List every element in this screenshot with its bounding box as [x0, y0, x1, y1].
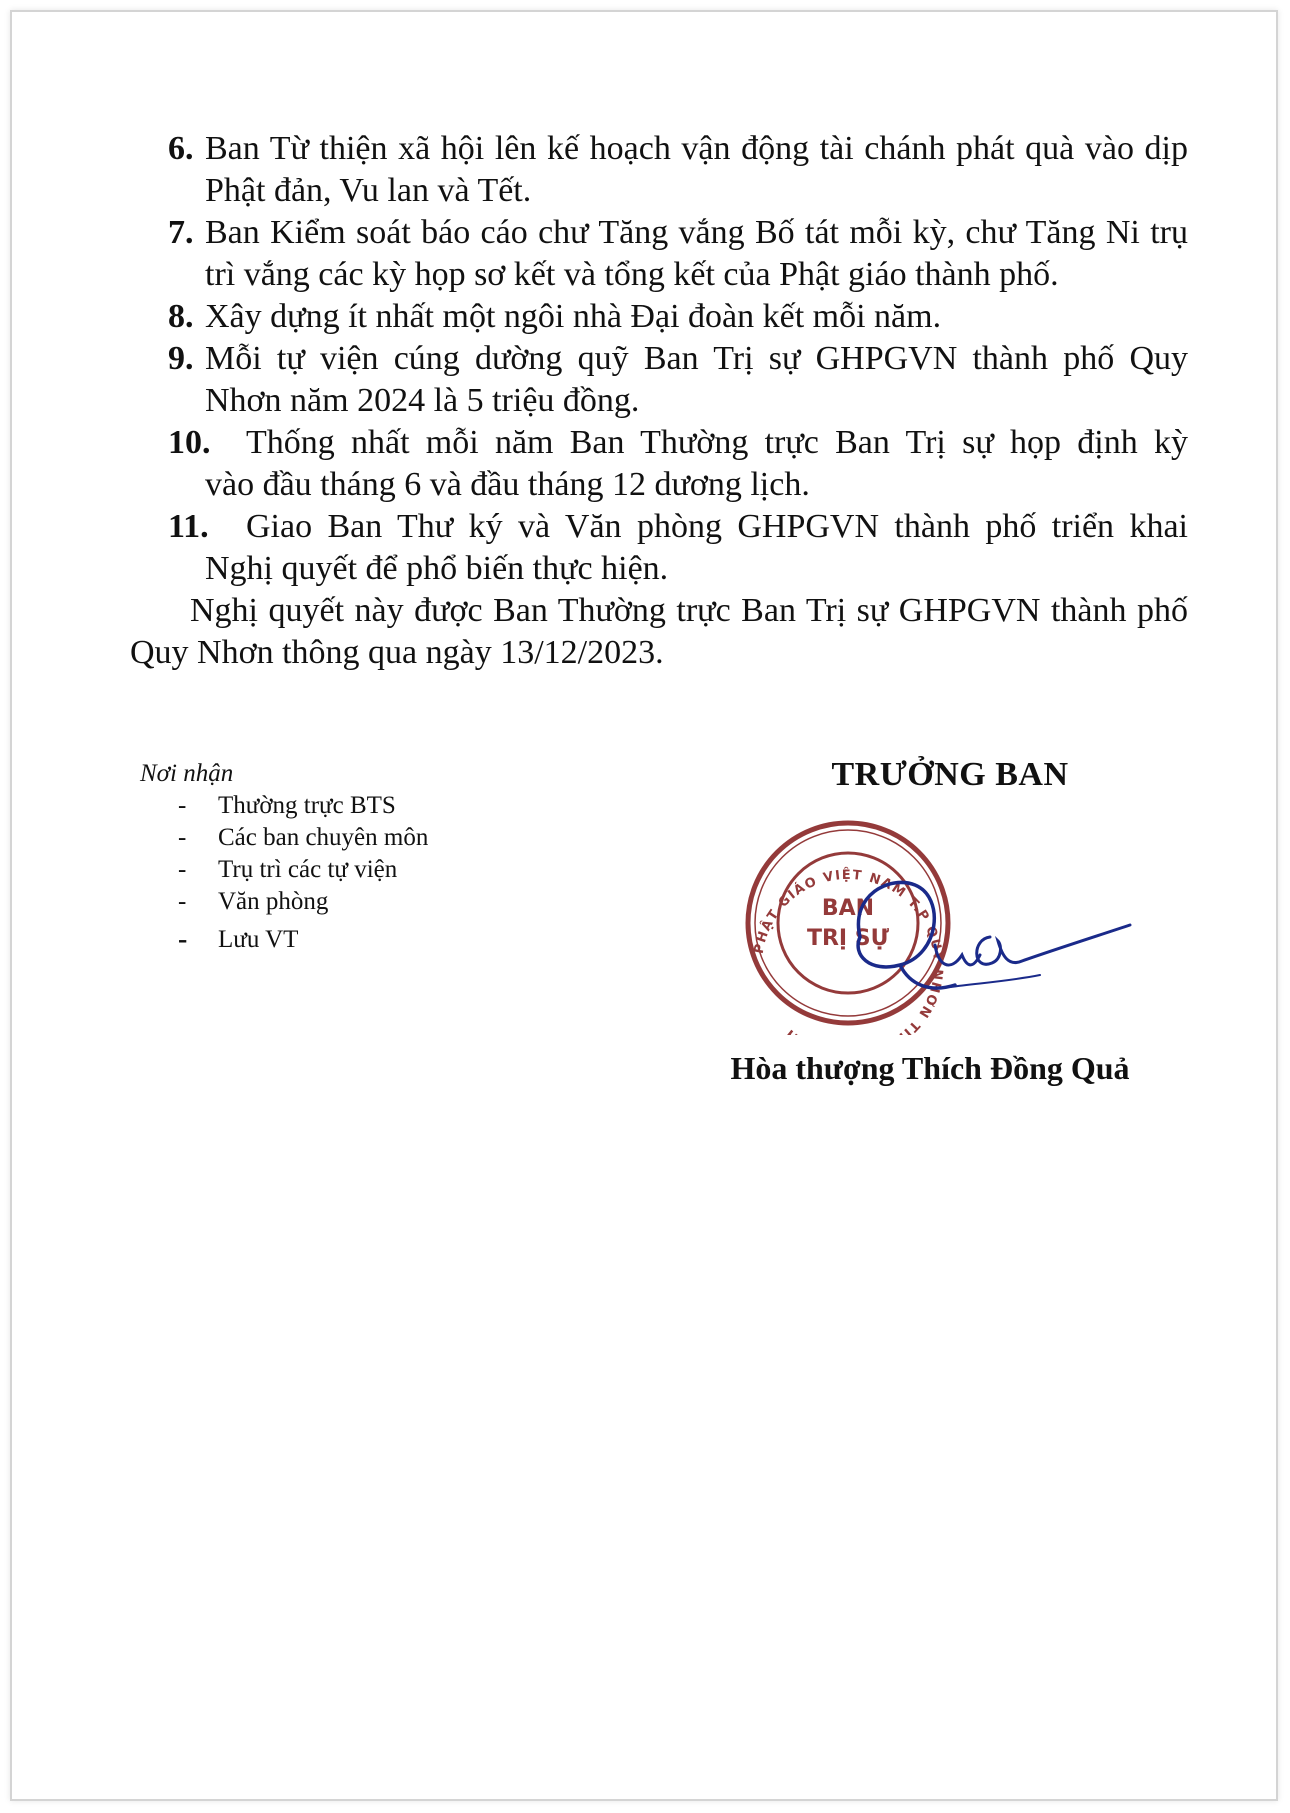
- closing-paragraph: Nghị quyết này được Ban Thường trực Ban Trị sự GHPGVN thành phố Quy Nhơn thông qua ngày 13/12/2023.: [130, 592, 1188, 671]
- recipient-item: - Các ban chuyên môn: [140, 822, 540, 854]
- item-text: Mỗi tự viện cúng dường quỹ Ban Trị sự GHPGVN thành phố Quy Nhơn năm 2024 là 5 triệu đồng.: [205, 340, 1188, 419]
- svg-text:PHẬT GIÁO VIỆT NAM T.P QUY NHƠ: PHẬT GIÁO VIỆT NAM T.P QUY NHƠN TỈ H: [751, 867, 946, 1035]
- seal-svg: [740, 815, 1140, 1035]
- recipients-list: [140, 790, 540, 956]
- item-text: Xây dựng ít nhất một ngôi nhà Đại đoàn kết mỗi năm.: [205, 298, 942, 335]
- item-text-rest: Nghị quyết để phổ biến thực hiện.: [205, 550, 669, 587]
- resolution-item-8: [168, 296, 1188, 338]
- recipient-item: - Văn phòng: [140, 886, 540, 918]
- item-text-first-line: Giao Ban Thư ký và Văn phòng GHPGVN thành phố triển khai: [246, 508, 1188, 545]
- signer-name: Hòa thượng Thích Đồng Quả: [730, 1050, 1130, 1086]
- seal-and-signature: [740, 815, 1140, 1035]
- dash-bullet: -: [178, 856, 187, 883]
- item-text: Ban Từ thiện xã hội lên kế hoạch vận động tài chánh phát quà vào dịp Phật đản, Vu lan và Tết.: [205, 130, 1188, 209]
- dash-bullet: -: [178, 924, 188, 955]
- item-text: Ban Kiểm soát báo cáo chư Tăng vắng Bố tát mỗi kỳ, chư Tăng Ni trụ trì vắng các kỳ họp sơ kết và tổng kết của Phật giáo thành phố.: [205, 214, 1188, 293]
- resolution-items: [168, 128, 1188, 590]
- resolution-item-9: [168, 338, 1188, 422]
- item-text-first-line: Thống nhất mỗi năm Ban Thường trực Ban Trị sự họp định kỳ: [246, 424, 1188, 461]
- recipient-item: - Trụ trì các tự viện: [140, 854, 540, 886]
- resolution-item-6: [168, 128, 1188, 212]
- item-number: 11.: [168, 508, 209, 545]
- dash-bullet: -: [178, 824, 187, 851]
- svg-text:BAN: BAN: [821, 896, 875, 921]
- dash-bullet: -: [178, 888, 187, 915]
- item-text-rest: vào đầu tháng 6 và đầu tháng 12 dương lịch.: [205, 466, 810, 503]
- recipients-title: Nơi nhận: [140, 760, 234, 787]
- item-number: 7.: [168, 214, 194, 251]
- resolution-item-7: [168, 212, 1188, 296]
- recipient-item: - Lưu VT: [178, 924, 299, 955]
- recipient-item: - Thường trực BTS: [140, 790, 540, 822]
- red-seal-stamp: [748, 823, 948, 1035]
- item-number: 8.: [168, 298, 194, 335]
- item-number: 6.: [168, 130, 194, 167]
- svg-text:TRỊ SỰ: TRỊ SỰ: [806, 926, 890, 951]
- dash-bullet: -: [178, 792, 187, 819]
- item-number: 9.: [168, 340, 194, 377]
- resolution-item-10: [168, 422, 1188, 506]
- signature-title: TRƯỞNG BAN: [831, 756, 1069, 793]
- recipients-block: [140, 758, 540, 956]
- item-number: 10.: [168, 424, 211, 461]
- resolution-item-11: [168, 506, 1188, 590]
